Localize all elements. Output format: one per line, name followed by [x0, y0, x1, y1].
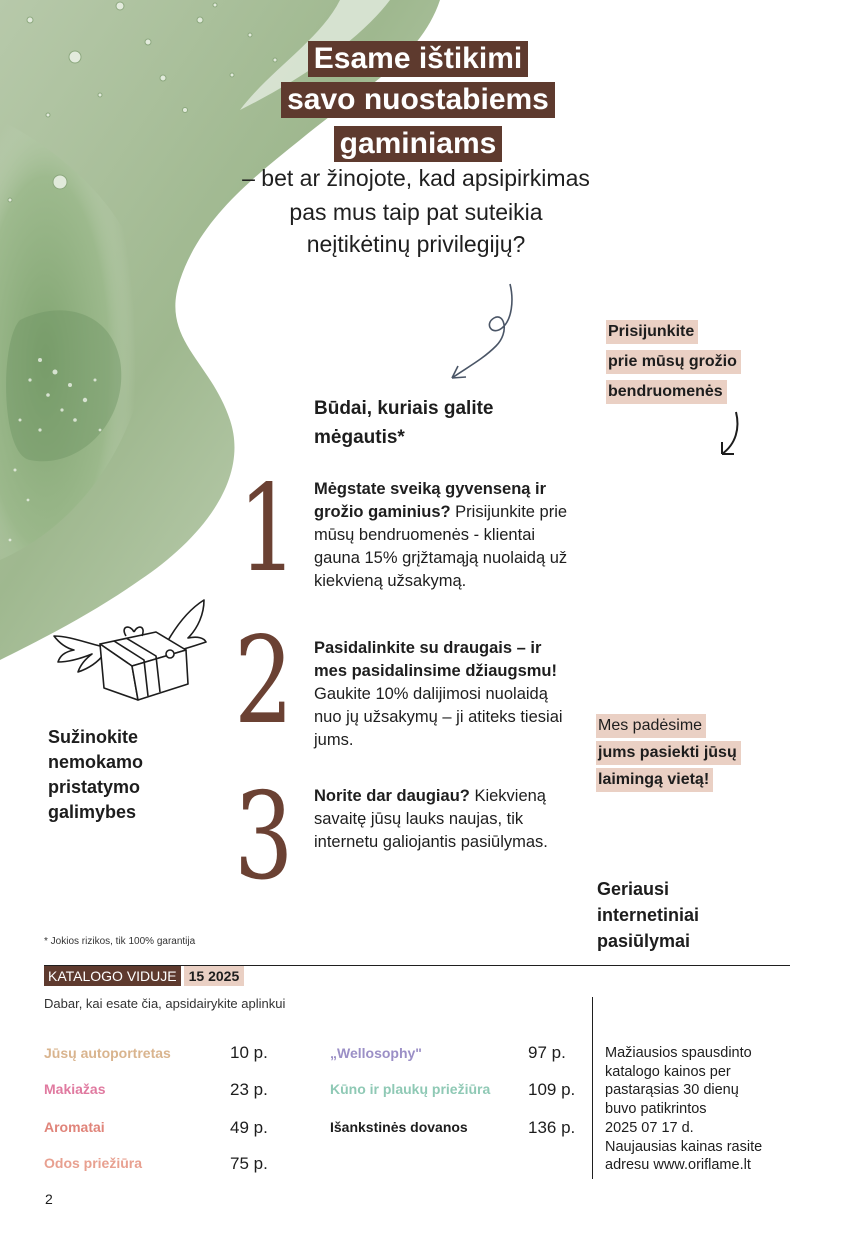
step-2-number: 2	[234, 612, 294, 751]
headline-line-3: gaminiams	[0, 126, 846, 162]
free-delivery-label: Sužinokite nemokamo pristatymo galimybes	[48, 727, 144, 822]
index-item-early-gifts[interactable]: Išankstinės dovanos	[330, 1119, 468, 1135]
subheadline-line-1: – bet ar žinojote, kad apsipirkimas	[242, 165, 590, 191]
index-item-body-hair-care[interactable]: Kūno ir plaukų priežiūra	[330, 1081, 491, 1097]
step-1-number: 1	[238, 460, 298, 599]
catalog-label: KATALOGO VIDUJE 15 2025	[44, 966, 244, 986]
index-item-self-portrait[interactable]: Jūsų autoportretas	[44, 1045, 171, 1061]
index-page: 75 p.	[230, 1154, 268, 1173]
index-page: 10 p.	[230, 1043, 268, 1062]
index-item-makeup[interactable]: Makiažas	[44, 1081, 106, 1097]
headline-line-1: Esame ištikimi	[0, 41, 846, 77]
browse-hint: Dabar, kai esate čia, apsidairykite aplinkui	[44, 996, 286, 1011]
curly-arrow-icon	[440, 280, 530, 390]
subheadline-line-3: neįtikėtinų privilegijų?	[306, 231, 526, 257]
column-divider	[592, 997, 593, 1179]
step-2-text: Pasidalinkite su draugais – ir mes pasidalinsime džiaugsmu! Gaukite 10% dalijimosi nuolaidą nuo jų užsakymų – ji atiteks tiesiai jums.	[314, 639, 563, 749]
join-community-label: Prisijunkite prie mūsų grožio bendruomenės	[606, 320, 741, 410]
price-note: Mažiausios spausdinto katalogo kainos per pastarąsias 30 dienų buvo patikrintos 2025 07 17 d. Naujausias kainas rasite adresu www.oriflame.lt	[605, 1045, 763, 1174]
index-page: 109 p.	[528, 1080, 576, 1099]
index-page: 49 p.	[230, 1118, 268, 1137]
index-page: 136 p.	[528, 1118, 576, 1137]
page-number: 2	[45, 1191, 53, 1207]
best-offers-label: Geriausi internetiniai pasiūlymai	[597, 879, 700, 951]
index-item-skin-care[interactable]: Odos priežiūra	[44, 1155, 143, 1171]
step-1-text: Mėgstate sveiką gyvenseną ir grožio gaminius? Prisijunkite prie mūsų bendruomenės - klientai gauna 15% grįžtamąją nuolaidą už kiekvieną užsakymą.	[314, 480, 568, 590]
subheadline-line-2: pas mus taip pat suteikia	[289, 199, 543, 225]
index-page: 97 p.	[528, 1043, 566, 1062]
footnote: * Jokios rizikos, tik 100% garantija	[44, 936, 196, 947]
index-item-wellosophy[interactable]: „Wellosophy"	[330, 1045, 422, 1061]
headline-line-2: savo nuostabiems	[0, 82, 846, 118]
winged-gift-box-icon	[48, 596, 212, 708]
index-page: 23 p.	[230, 1080, 268, 1099]
step-3-text: Norite dar daugiau? Kiekvieną savaitę jūsų lauks naujas, tik internetu galiojantis pasiūlymas.	[314, 787, 548, 851]
help-label: Mes padėsime jums pasiekti jūsų laimingą vietą!	[596, 714, 741, 798]
hook-arrow-icon	[712, 410, 752, 462]
step-3-number: 3	[234, 768, 294, 907]
index-item-fragrances[interactable]: Aromatai	[44, 1119, 105, 1135]
ways-title: Būdai, kuriais galite mėgautis*	[314, 398, 494, 448]
